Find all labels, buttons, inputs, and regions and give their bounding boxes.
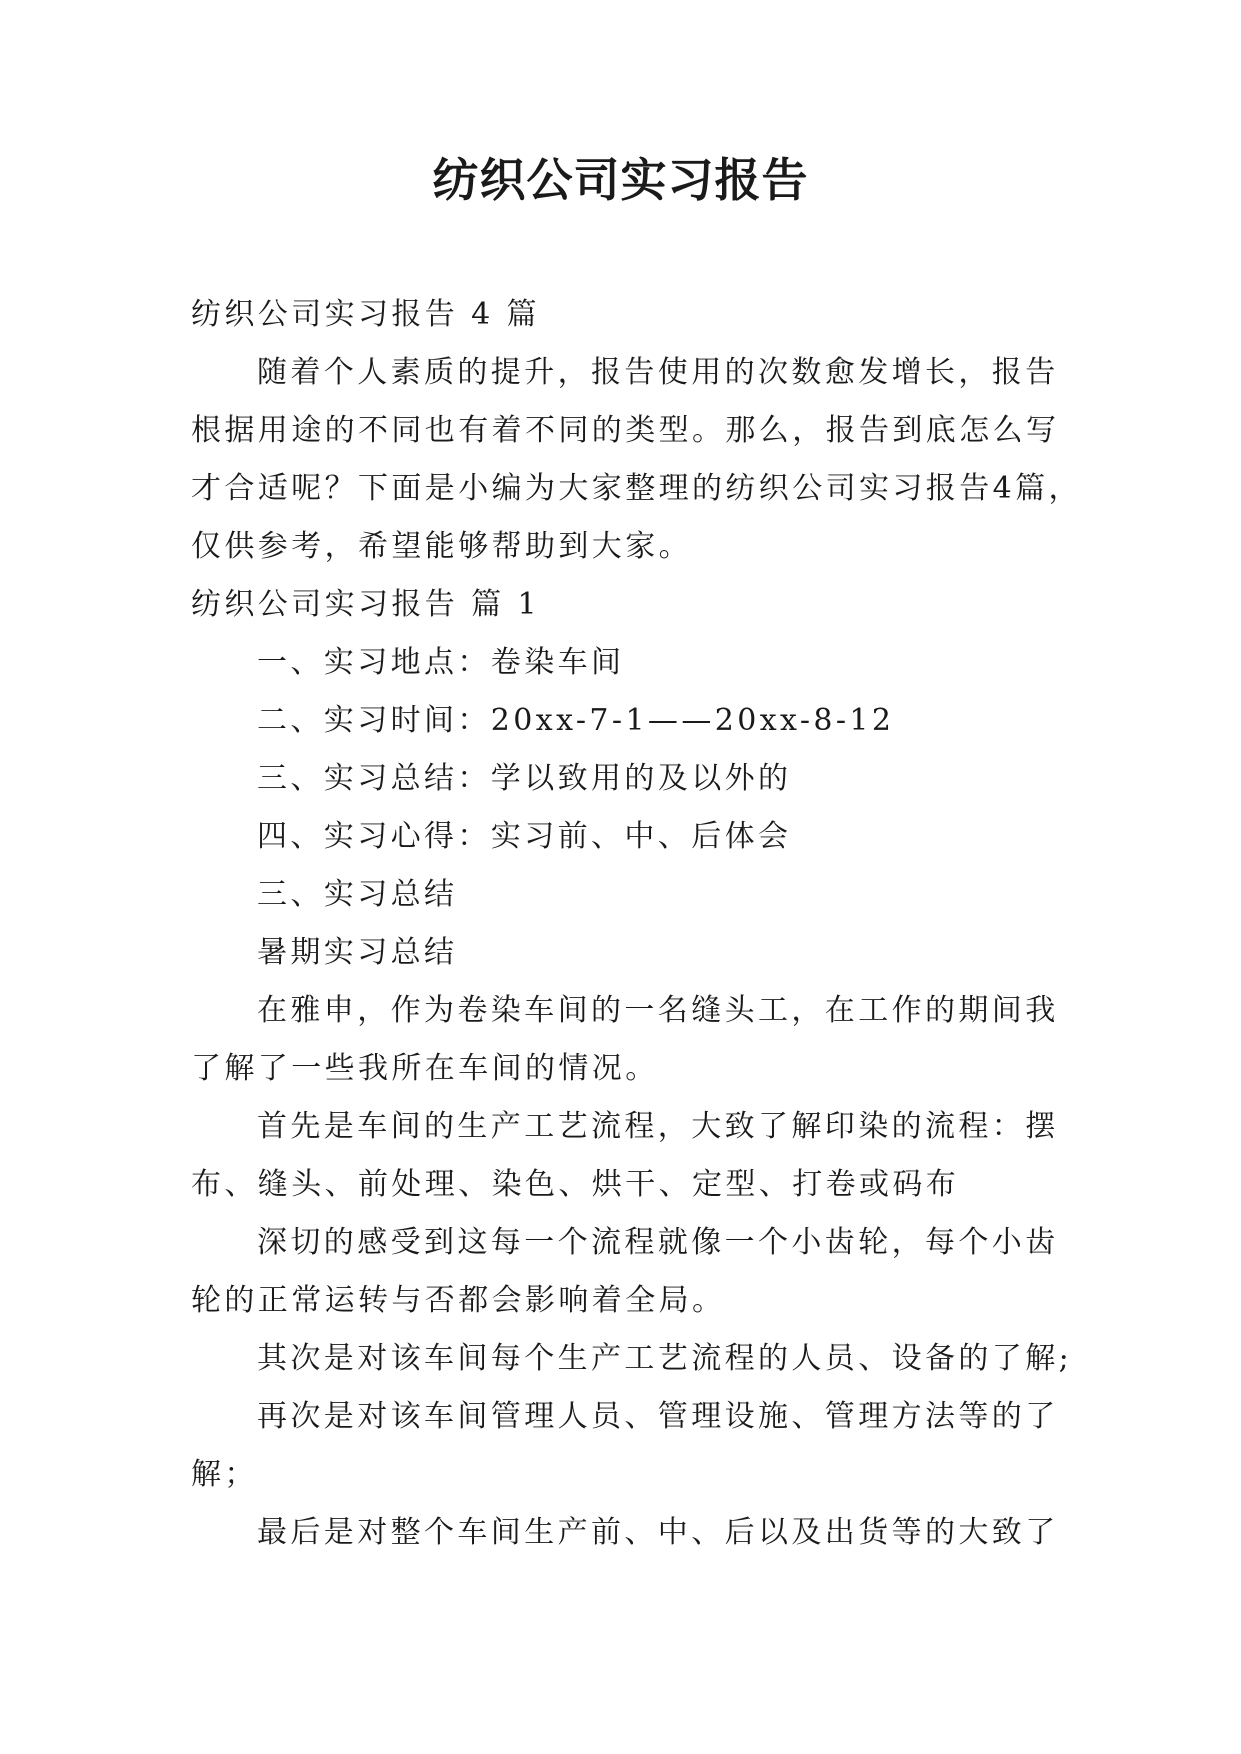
- body-line: 在雅申，作为卷染车间的一名缝头工，在工作的期间我: [257, 993, 1059, 1028]
- body-line: 其次是对该车间每个生产工艺流程的人员、设备的了解;: [257, 1341, 1073, 1376]
- document-title: 纺织公司实习报告: [432, 153, 809, 207]
- body-line: 纺织公司实习报告 篇 1: [191, 587, 540, 622]
- body-line: 再次是对该车间管理人员、管理设施、管理方法等的了: [257, 1399, 1059, 1434]
- body-line: 三、实习总结：学以致用的及以外的: [257, 761, 792, 796]
- body-line: 首先是车间的生产工艺流程，大致了解印染的流程：摆: [257, 1109, 1059, 1144]
- body-line: 四、实习心得：实习前、中、后体会: [257, 819, 792, 854]
- body-line: 了解了一些我所在车间的情况。: [191, 1051, 659, 1086]
- body-line: 暑期实习总结: [257, 935, 458, 970]
- body-line: 根据用途的不同也有着不同的类型。那么，报告到底怎么写: [191, 413, 1060, 448]
- body-line: 深切的感受到这每一个流程就像一个小齿轮，每个小齿: [257, 1225, 1059, 1260]
- body-line: 一、实习地点：卷染车间: [257, 645, 625, 680]
- body-line: 轮的正常运转与否都会影响着全局。: [191, 1283, 726, 1318]
- body-line: 三、实习总结: [257, 877, 458, 912]
- body-line: 解；: [191, 1457, 258, 1492]
- body-line: 随着个人素质的提升，报告使用的次数愈发增长，报告: [257, 355, 1059, 390]
- document-body: [191, 286, 1082, 1562]
- body-line: 最后是对整个车间生产前、中、后以及出货等的大致了: [257, 1515, 1059, 1550]
- body-line: 纺织公司实习报告 4 篇: [191, 297, 540, 332]
- body-line: 布、缝头、前处理、染色、烘干、定型、打卷或码布: [191, 1167, 960, 1202]
- body-line: 才合适呢？下面是小编为大家整理的纺织公司实习报告4篇，: [191, 471, 1082, 506]
- body-line: 二、实习时间：20xx-7-1——20xx-8-12: [257, 703, 895, 738]
- body-line: 仅供参考，希望能够帮助到大家。: [191, 529, 692, 564]
